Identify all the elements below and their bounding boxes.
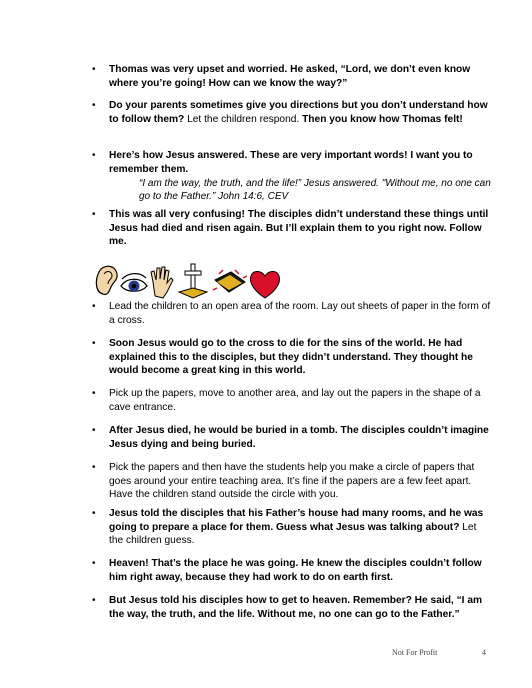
item-bold-text: But Jesus told his disciples how to get to heaven. Remember? He said, “I am the way, the truth, and the life. Without me, no one can go to the Father.” bbox=[109, 595, 483, 620]
bullet: • bbox=[92, 100, 96, 111]
eye-icon bbox=[121, 274, 147, 292]
list-item bbox=[92, 594, 492, 621]
item-bold-text: Soon Jesus would go to the cross to die for the sins of the world. He had explained this to the disciples, but they didn’t understand. They thought he would become a great king in this world. bbox=[109, 338, 473, 376]
bullet: • bbox=[92, 425, 96, 436]
bullet: • bbox=[92, 64, 96, 75]
page-footer bbox=[392, 648, 486, 657]
bible-icon bbox=[213, 270, 247, 292]
bullet: • bbox=[92, 388, 96, 399]
bullet: • bbox=[92, 209, 96, 220]
list-item bbox=[92, 63, 492, 90]
ear-icon bbox=[96, 266, 117, 294]
list-item bbox=[92, 387, 492, 414]
list-item bbox=[92, 149, 492, 203]
list-item bbox=[92, 557, 492, 584]
item-instruction-text: Lead the children to an open area of the room. Lay out sheets of paper in the form of a cross. bbox=[109, 301, 491, 326]
bullet: • bbox=[92, 558, 96, 569]
bullet: • bbox=[92, 462, 96, 473]
item-instruction-text: Let the children guess. bbox=[109, 521, 477, 546]
bullet: • bbox=[92, 508, 96, 519]
item-bold-text: Thomas was very upset and worried. He asked, “Lord, we don’t even know where you’re going! How can we know the way?” bbox=[109, 64, 471, 89]
list-item bbox=[92, 337, 492, 378]
item-bold-text: Heaven! That’s the place he was going. He knew the disciples couldn’t follow him right away, because they had work to do on earth first. bbox=[109, 558, 482, 583]
heart-icon bbox=[251, 272, 280, 299]
item-bold-text: Then you know how Thomas felt! bbox=[302, 113, 463, 125]
list-item bbox=[92, 461, 492, 502]
item-instruction-text: Pick up the papers, move to another area, and lay out the papers in the shape of a cave entrance. bbox=[109, 388, 481, 413]
scripture-quote: “I am the way, the truth, and the life!” Jesus answered. "Without me, no one can go to the Father.” John 14:6, CEV bbox=[139, 178, 491, 202]
list-item bbox=[92, 99, 492, 126]
bullet: • bbox=[92, 595, 96, 606]
item-bold-text: Here’s how Jesus answered. These are very important words! I want you to remember them. bbox=[109, 150, 473, 175]
list-item bbox=[92, 300, 492, 327]
bullet: • bbox=[92, 150, 96, 161]
list-item bbox=[92, 507, 492, 548]
cross-book-icon bbox=[179, 264, 207, 298]
list-item bbox=[92, 208, 492, 249]
bullet: • bbox=[92, 338, 96, 349]
bullet: • bbox=[92, 301, 96, 312]
list-item bbox=[92, 424, 492, 451]
item-bold-text: Do your parents sometimes give you directions but you don’t understand how to follow them? bbox=[109, 100, 488, 125]
hand-icon bbox=[151, 267, 173, 298]
item-bold-text: After Jesus died, he would be buried in a tomb. The disciples couldn’t imagine Jesus dying and being buried. bbox=[109, 425, 489, 450]
page-number: 4 bbox=[482, 648, 486, 657]
item-instruction-text: Pick the papers and then have the students help you make a circle of papers that goes around your entire teaching area. It’s fine if the papers are a few feet apart. Have the children stand outside the circle with you. bbox=[109, 462, 475, 500]
footer-label: Not For Profit bbox=[392, 648, 438, 657]
item-bold-text: This was all very confusing! The disciples didn’t understand these things until Jesus had died and risen again. But I’ll explain them to you right now. Follow me. bbox=[109, 209, 489, 247]
icon-row bbox=[93, 262, 283, 302]
item-bold-text: Jesus told the disciples that his Father’s house had many rooms, and he was going to prepare a place for them. Guess what Jesus was talking about? bbox=[109, 508, 484, 533]
item-instruction-text: Let the children respond. bbox=[184, 113, 303, 125]
